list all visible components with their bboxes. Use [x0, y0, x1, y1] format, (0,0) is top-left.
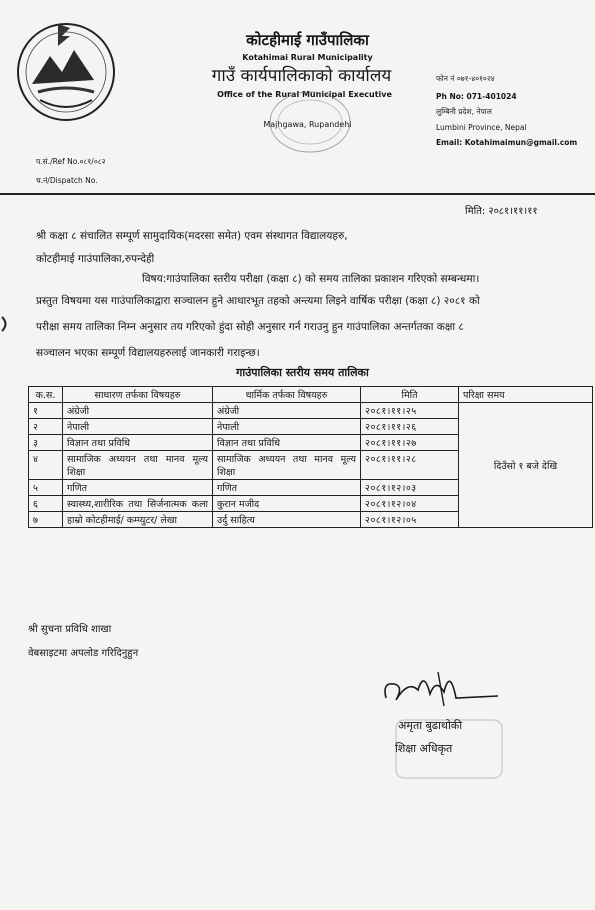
cell-religious: सामाजिक अध्ययन तथा मानव मूल्य शिक्षा: [213, 451, 361, 480]
phone-en: Ph No: 071-401024: [436, 92, 517, 101]
municipality-name-en: Kotahimai Rural Municipality: [242, 53, 373, 62]
header-date: मिति: [361, 387, 459, 403]
cell-religious: गणित: [213, 480, 361, 496]
province-en: Lumbini Province, Nepal: [436, 123, 527, 132]
cell-religious: उर्दु साहित्य: [213, 512, 361, 528]
municipality-name-np: कोटहीमाई गाउँपालिका: [246, 31, 369, 49]
punch-hole-mark: [0, 315, 10, 333]
office-address: Majhgawa, Rupandehi: [263, 120, 352, 129]
body-line-3: सञ्चालन भएका सम्पूर्ण विद्यालयहरुलाई जानकारी गराइन्छ।: [36, 347, 260, 359]
cell-sn: ४: [29, 451, 63, 480]
cell-sn: ६: [29, 496, 63, 512]
header-sn: क.स.: [29, 387, 63, 403]
office-name-np: गाउँ कार्यपालिकाको कार्यालय: [211, 66, 392, 86]
phone-np: फोन नं ०७१-४०१०२४: [436, 74, 495, 83]
header-divider: [0, 193, 595, 195]
body-line-1: प्रस्तुत विषयमा यस गाउंपालिकाद्वारा सञ्चालन हुने आधारभूत तहको अन्त्यमा लिइने वार्षिक परीक्षा (कक्षा ८) २०८१ को: [36, 295, 480, 307]
cell-date: २०८१।११।२६: [361, 419, 459, 435]
cell-date: २०८१।११।२८: [361, 451, 459, 480]
cell-date: २०८१।१२।०३: [361, 480, 459, 496]
handwritten-signature: [378, 660, 508, 710]
cell-general: अंग्रेजी: [63, 403, 213, 419]
cell-date: २०८१।११।२७: [361, 435, 459, 451]
cell-date: २०८१।११।२५: [361, 403, 459, 419]
recipient-line-2: कोटहीमाई गाउंपालिका,रुपन्देही: [36, 253, 155, 265]
office-name-en: Office of the Rural Municipal Executive: [217, 90, 392, 99]
header-general-subjects: साधारण तर्फका विषयहरु: [63, 387, 213, 403]
email-address: Email: Kotahimaimun@gmail.com: [436, 138, 578, 147]
header-religious-subjects: धार्मिक तर्फका विषयहरु: [213, 387, 361, 403]
table-header-row: [29, 387, 593, 403]
reference-number: प.सं./Ref No.०८१/०८२: [36, 157, 106, 166]
letter-subject: विषय:गाउंपालिका स्तरीय परीक्षा (कक्षा ८) को समय तालिका प्रकाशन गरिएको सम्बन्धमा।: [142, 273, 480, 285]
cell-sn: ५: [29, 480, 63, 496]
cell-general: सामाजिक अध्ययन तथा मानव मूल्य शिक्षा: [63, 451, 213, 480]
cell-religious: नेपाली: [213, 419, 361, 435]
cell-exam-time: दिउँसो १ बजे देखि: [459, 403, 593, 528]
cell-general: हाम्रो कोटहीमाई/ कम्प्युटर/ लेखा: [63, 512, 213, 528]
cell-religious: विज्ञान तथा प्रविधि: [213, 435, 361, 451]
province-np: लुम्बिनी प्रदेश, नेपाल: [436, 107, 492, 116]
cc-line-2: वेबसाइटमा अपलोड गरिदिनुहुन: [28, 648, 139, 659]
recipient-line-1: श्री कक्षा ८ संचालित सम्पूर्ण सामुदायिक(मदरसा समेत) एवम संस्थागत विद्यालयहरु,: [36, 230, 348, 242]
cell-sn: ७: [29, 512, 63, 528]
signer-title: शिक्षा अधिकृत: [395, 742, 453, 755]
cc-line-1: श्री सुचना प्रविधि शाखा: [28, 624, 112, 635]
cell-sn: ३: [29, 435, 63, 451]
cell-religious: कुरान मजीद: [213, 496, 361, 512]
table-row: [29, 403, 593, 419]
dispatch-number: च.नं/Dispatch No.: [36, 176, 98, 185]
office-stamp: [266, 88, 354, 156]
cell-sn: १: [29, 403, 63, 419]
cell-general: गणित: [63, 480, 213, 496]
cell-general: विज्ञान तथा प्रविधि: [63, 435, 213, 451]
cell-date: २०८१।१२।०५: [361, 512, 459, 528]
header-exam-time: परिक्षा समय: [459, 387, 593, 403]
cell-general: नेपाली: [63, 419, 213, 435]
signer-name: अमृता बुढाथोकी: [398, 719, 463, 732]
table-title: गाउंपालिका स्तरीय समय तालिका: [236, 366, 369, 379]
cell-general: स्वास्थ्य,शारीरिक तथा सिर्जनात्मक कला: [63, 496, 213, 512]
cell-sn: २: [29, 419, 63, 435]
letter-date: मिति: २०८१।११।११: [465, 206, 538, 217]
cell-religious: अंग्रेजी: [213, 403, 361, 419]
body-line-2: परीक्षा समय तालिका निम्न अनुसार तय गरिएको हुंदा सोही अनुसार गर्न गराउनु हुन गाउंपालिका अन्तर्गतका कक्षा ८: [36, 321, 464, 333]
exam-schedule-table: [28, 386, 593, 528]
cell-date: २०८१।१२।०४: [361, 496, 459, 512]
